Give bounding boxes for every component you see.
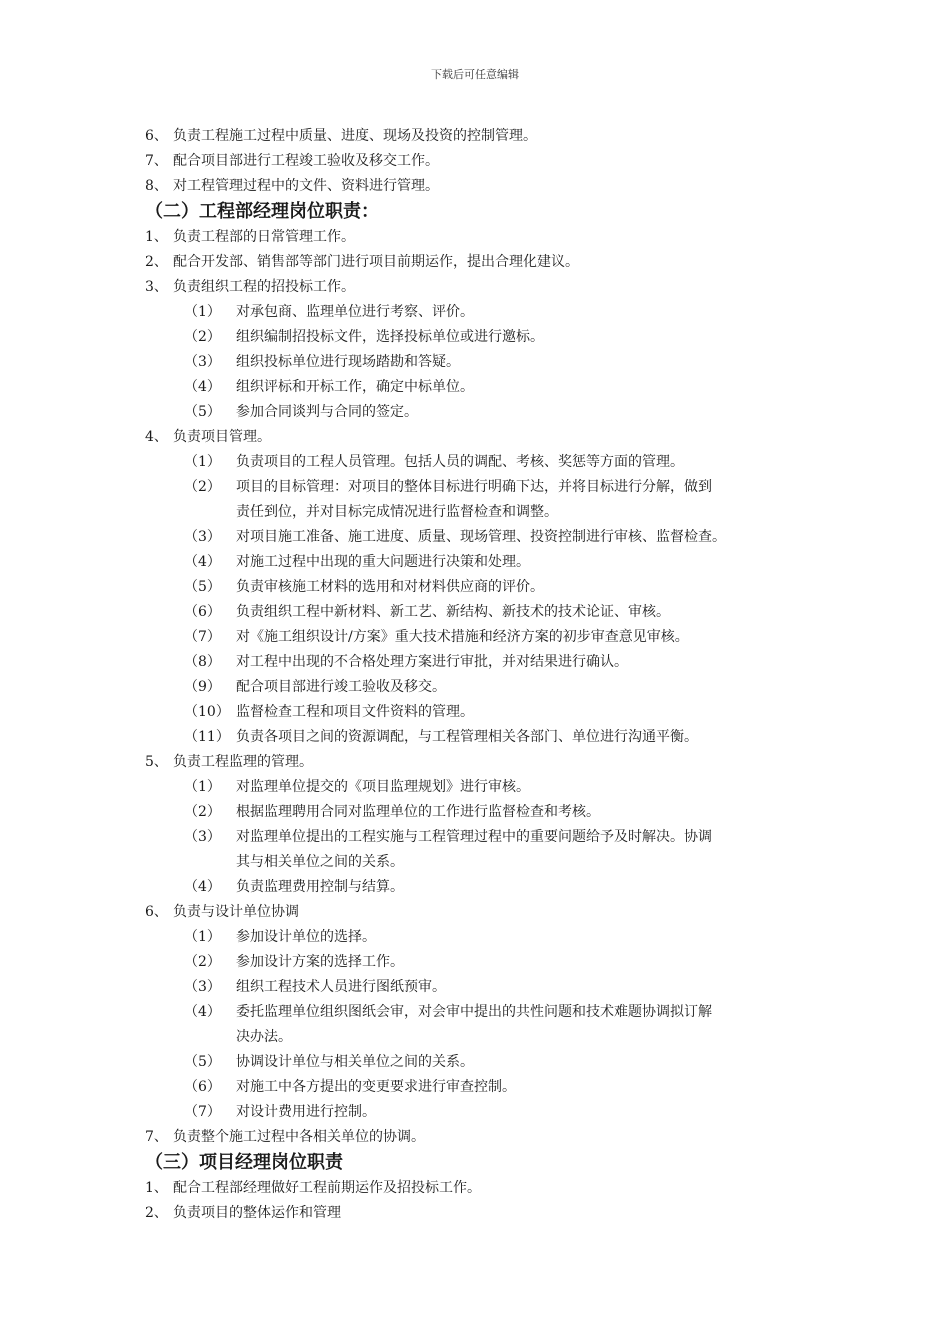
list-item-text: 对工程管理过程中的文件、资料进行管理。 (173, 178, 439, 194)
sub-list-item (0, 1075, 950, 1100)
list-item-text: 配合项目部进行竣工验收及移交。 (236, 679, 446, 695)
sub-list-item (0, 700, 950, 725)
list-item-continuation (0, 500, 950, 525)
list-item (0, 149, 950, 174)
list-item-number: （2） (184, 804, 221, 820)
list-item-text: 对工程中出现的不合格处理方案进行审批，并对结果进行确认。 (236, 654, 628, 670)
list-item-text: 组织编制招投标文件，选择投标单位或进行邀标。 (236, 329, 544, 345)
section-heading (0, 199, 950, 225)
list-item-text: 对施工中各方提出的变更要求进行审查控制。 (236, 1079, 516, 1095)
list-item (0, 425, 950, 450)
section-heading-text: （二）工程部经理岗位职责： (145, 201, 379, 222)
list-item-text: 负责项目管理。 (173, 429, 271, 445)
sub-list-item (0, 350, 950, 375)
list-item-continuation (0, 1025, 950, 1050)
list-item-text: 对监理单位提出的工程实施与工程管理过程中的重要问题给予及时解决。协调 (236, 829, 712, 845)
list-item-number: 7、 (145, 1129, 168, 1145)
list-item-number: 1、 (145, 229, 168, 245)
list-item-text: 负责整个施工过程中各相关单位的协调。 (173, 1129, 425, 1145)
list-item-number: 2、 (145, 1205, 168, 1221)
list-item-text: 负责工程施工过程中质量、进度、现场及投资的控制管理。 (173, 128, 537, 144)
list-item-number: （5） (184, 579, 221, 595)
list-item-number: （3） (184, 979, 221, 995)
section-heading-text: （三）项目经理岗位职责 (145, 1152, 343, 1173)
list-item-number: （2） (184, 479, 221, 495)
list-item-number: 1、 (145, 1180, 168, 1196)
sub-list-item (0, 800, 950, 825)
list-item (0, 750, 950, 775)
list-item-text: 负责监理费用控制与结算。 (236, 879, 404, 895)
list-item-number: （3） (184, 354, 221, 370)
list-item-text: 组织评标和开标工作，确定中标单位。 (236, 379, 474, 395)
list-item-number: （6） (184, 1079, 221, 1095)
list-item-number: 3、 (145, 279, 168, 295)
list-item-text: 参加合同谈判与合同的签定。 (236, 404, 418, 420)
list-item-number: （7） (184, 629, 221, 645)
list-item-text: 负责项目的工程人员管理。包括人员的调配、考核、奖惩等方面的管理。 (236, 454, 684, 470)
list-item-text: 组织工程技术人员进行图纸预审。 (236, 979, 446, 995)
list-item-number: 7、 (145, 153, 168, 169)
list-item-text: 负责各项目之间的资源调配，与工程管理相关各部门、单位进行沟通平衡。 (236, 729, 698, 745)
list-item (0, 1201, 950, 1226)
list-item (0, 1125, 950, 1150)
sub-list-item (0, 825, 950, 850)
list-item-number: （2） (184, 329, 221, 345)
list-item-number: （3） (184, 529, 221, 545)
list-item-number: （1） (184, 304, 221, 320)
sub-list-item (0, 775, 950, 800)
list-item-text: 项目的目标管理：对项目的整体目标进行明确下达，并将目标进行分解，做到 (236, 479, 712, 495)
list-item-text: 决办法。 (236, 1029, 292, 1045)
list-item-number: （2） (184, 954, 221, 970)
sub-list-item (0, 400, 950, 425)
list-item-text: 配合项目部进行工程竣工验收及移交工作。 (173, 153, 439, 169)
list-item (0, 250, 950, 275)
sub-list-item (0, 925, 950, 950)
list-item-text: 参加设计方案的选择工作。 (236, 954, 404, 970)
list-item-number: （4） (184, 879, 221, 895)
list-item-text: 负责工程部的日常管理工作。 (173, 229, 355, 245)
list-item-number: （6） (184, 604, 221, 620)
sub-list-item (0, 1050, 950, 1075)
list-item-number: （1） (184, 929, 221, 945)
list-item-text: 组织投标单位进行现场踏勘和答疑。 (236, 354, 460, 370)
list-item-number: 5、 (145, 754, 168, 770)
list-item-number: 6、 (145, 904, 168, 920)
list-item-number: 8、 (145, 178, 168, 194)
sub-list-item (0, 375, 950, 400)
list-item (0, 900, 950, 925)
list-item-text: 委托监理单位组织图纸会审，对会审中提出的共性问题和技术难题协调拟订解 (236, 1004, 712, 1020)
sub-list-item (0, 575, 950, 600)
list-item-text: 参加设计单位的选择。 (236, 929, 376, 945)
list-item-number: （5） (184, 404, 221, 420)
document-body (0, 124, 950, 1226)
list-item-number: （5） (184, 1054, 221, 1070)
list-item-number: 2、 (145, 254, 168, 270)
list-item-text: 监督检查工程和项目文件资料的管理。 (236, 704, 474, 720)
list-item-text: 负责工程监理的管理。 (173, 754, 313, 770)
sub-list-item (0, 675, 950, 700)
list-item-text: 协调设计单位与相关单位之间的关系。 (236, 1054, 474, 1070)
list-item-text: 负责组织工程中新材料、新工艺、新结构、新技术的技术论证、审核。 (236, 604, 670, 620)
section-heading (0, 1150, 950, 1176)
list-item-text: 配合开发部、销售部等部门进行项目前期运作，提出合理化建议。 (173, 254, 579, 270)
list-item-continuation (0, 850, 950, 875)
sub-list-item (0, 650, 950, 675)
list-item-text: 负责项目的整体运作和管理 (173, 1205, 341, 1221)
sub-list-item (0, 600, 950, 625)
sub-list-item (0, 475, 950, 500)
list-item (0, 174, 950, 199)
list-item-number: （1） (184, 779, 221, 795)
sub-list-item (0, 725, 950, 750)
sub-list-item (0, 950, 950, 975)
sub-list-item (0, 1000, 950, 1025)
list-item-number: （7） (184, 1104, 221, 1120)
list-item-text: 对项目施工准备、施工进度、质量、现场管理、投资控制进行审核、监督检查。 (236, 529, 726, 545)
list-item (0, 1176, 950, 1201)
sub-list-item (0, 625, 950, 650)
list-item-text: 其与相关单位之间的关系。 (236, 854, 404, 870)
sub-list-item (0, 450, 950, 475)
list-item-text: 对施工过程中出现的重大问题进行决策和处理。 (236, 554, 530, 570)
sub-list-item (0, 300, 950, 325)
list-item-text: 责任到位，并对目标完成情况进行监督检查和调整。 (236, 504, 558, 520)
list-item-number: （4） (184, 379, 221, 395)
list-item-text: 对设计费用进行控制。 (236, 1104, 376, 1120)
list-item-number: （8） (184, 654, 221, 670)
list-item-text: 对《施工组织设计/方案》重大技术措施和经济方案的初步审查意见审核。 (236, 629, 689, 645)
list-item-text: 对承包商、监理单位进行考察、评价。 (236, 304, 474, 320)
list-item-number: （11） (184, 729, 230, 745)
list-item-number: （10） (184, 704, 230, 720)
sub-list-item (0, 525, 950, 550)
list-item (0, 124, 950, 149)
list-item-text: 负责与设计单位协调 (173, 904, 299, 920)
list-item-text: 配合工程部经理做好工程前期运作及招投标工作。 (173, 1180, 481, 1196)
list-item-text: 根据监理聘用合同对监理单位的工作进行监督检查和考核。 (236, 804, 600, 820)
list-item-number: 6、 (145, 128, 168, 144)
sub-list-item (0, 550, 950, 575)
list-item-number: 4、 (145, 429, 168, 445)
list-item-number: （4） (184, 1004, 221, 1020)
list-item-number: （3） (184, 829, 221, 845)
sub-list-item (0, 325, 950, 350)
list-item (0, 225, 950, 250)
list-item-text: 负责组织工程的招投标工作。 (173, 279, 355, 295)
page-header: 下载后可任意编辑 (431, 68, 519, 81)
list-item-number: （1） (184, 454, 221, 470)
sub-list-item (0, 875, 950, 900)
list-item-text: 对监理单位提交的《项目监理规划》进行审核。 (236, 779, 530, 795)
list-item-number: （4） (184, 554, 221, 570)
sub-list-item (0, 975, 950, 1000)
sub-list-item (0, 1100, 950, 1125)
list-item-text: 负责审核施工材料的选用和对材料供应商的评价。 (236, 579, 544, 595)
list-item-number: （9） (184, 679, 221, 695)
list-item (0, 275, 950, 300)
